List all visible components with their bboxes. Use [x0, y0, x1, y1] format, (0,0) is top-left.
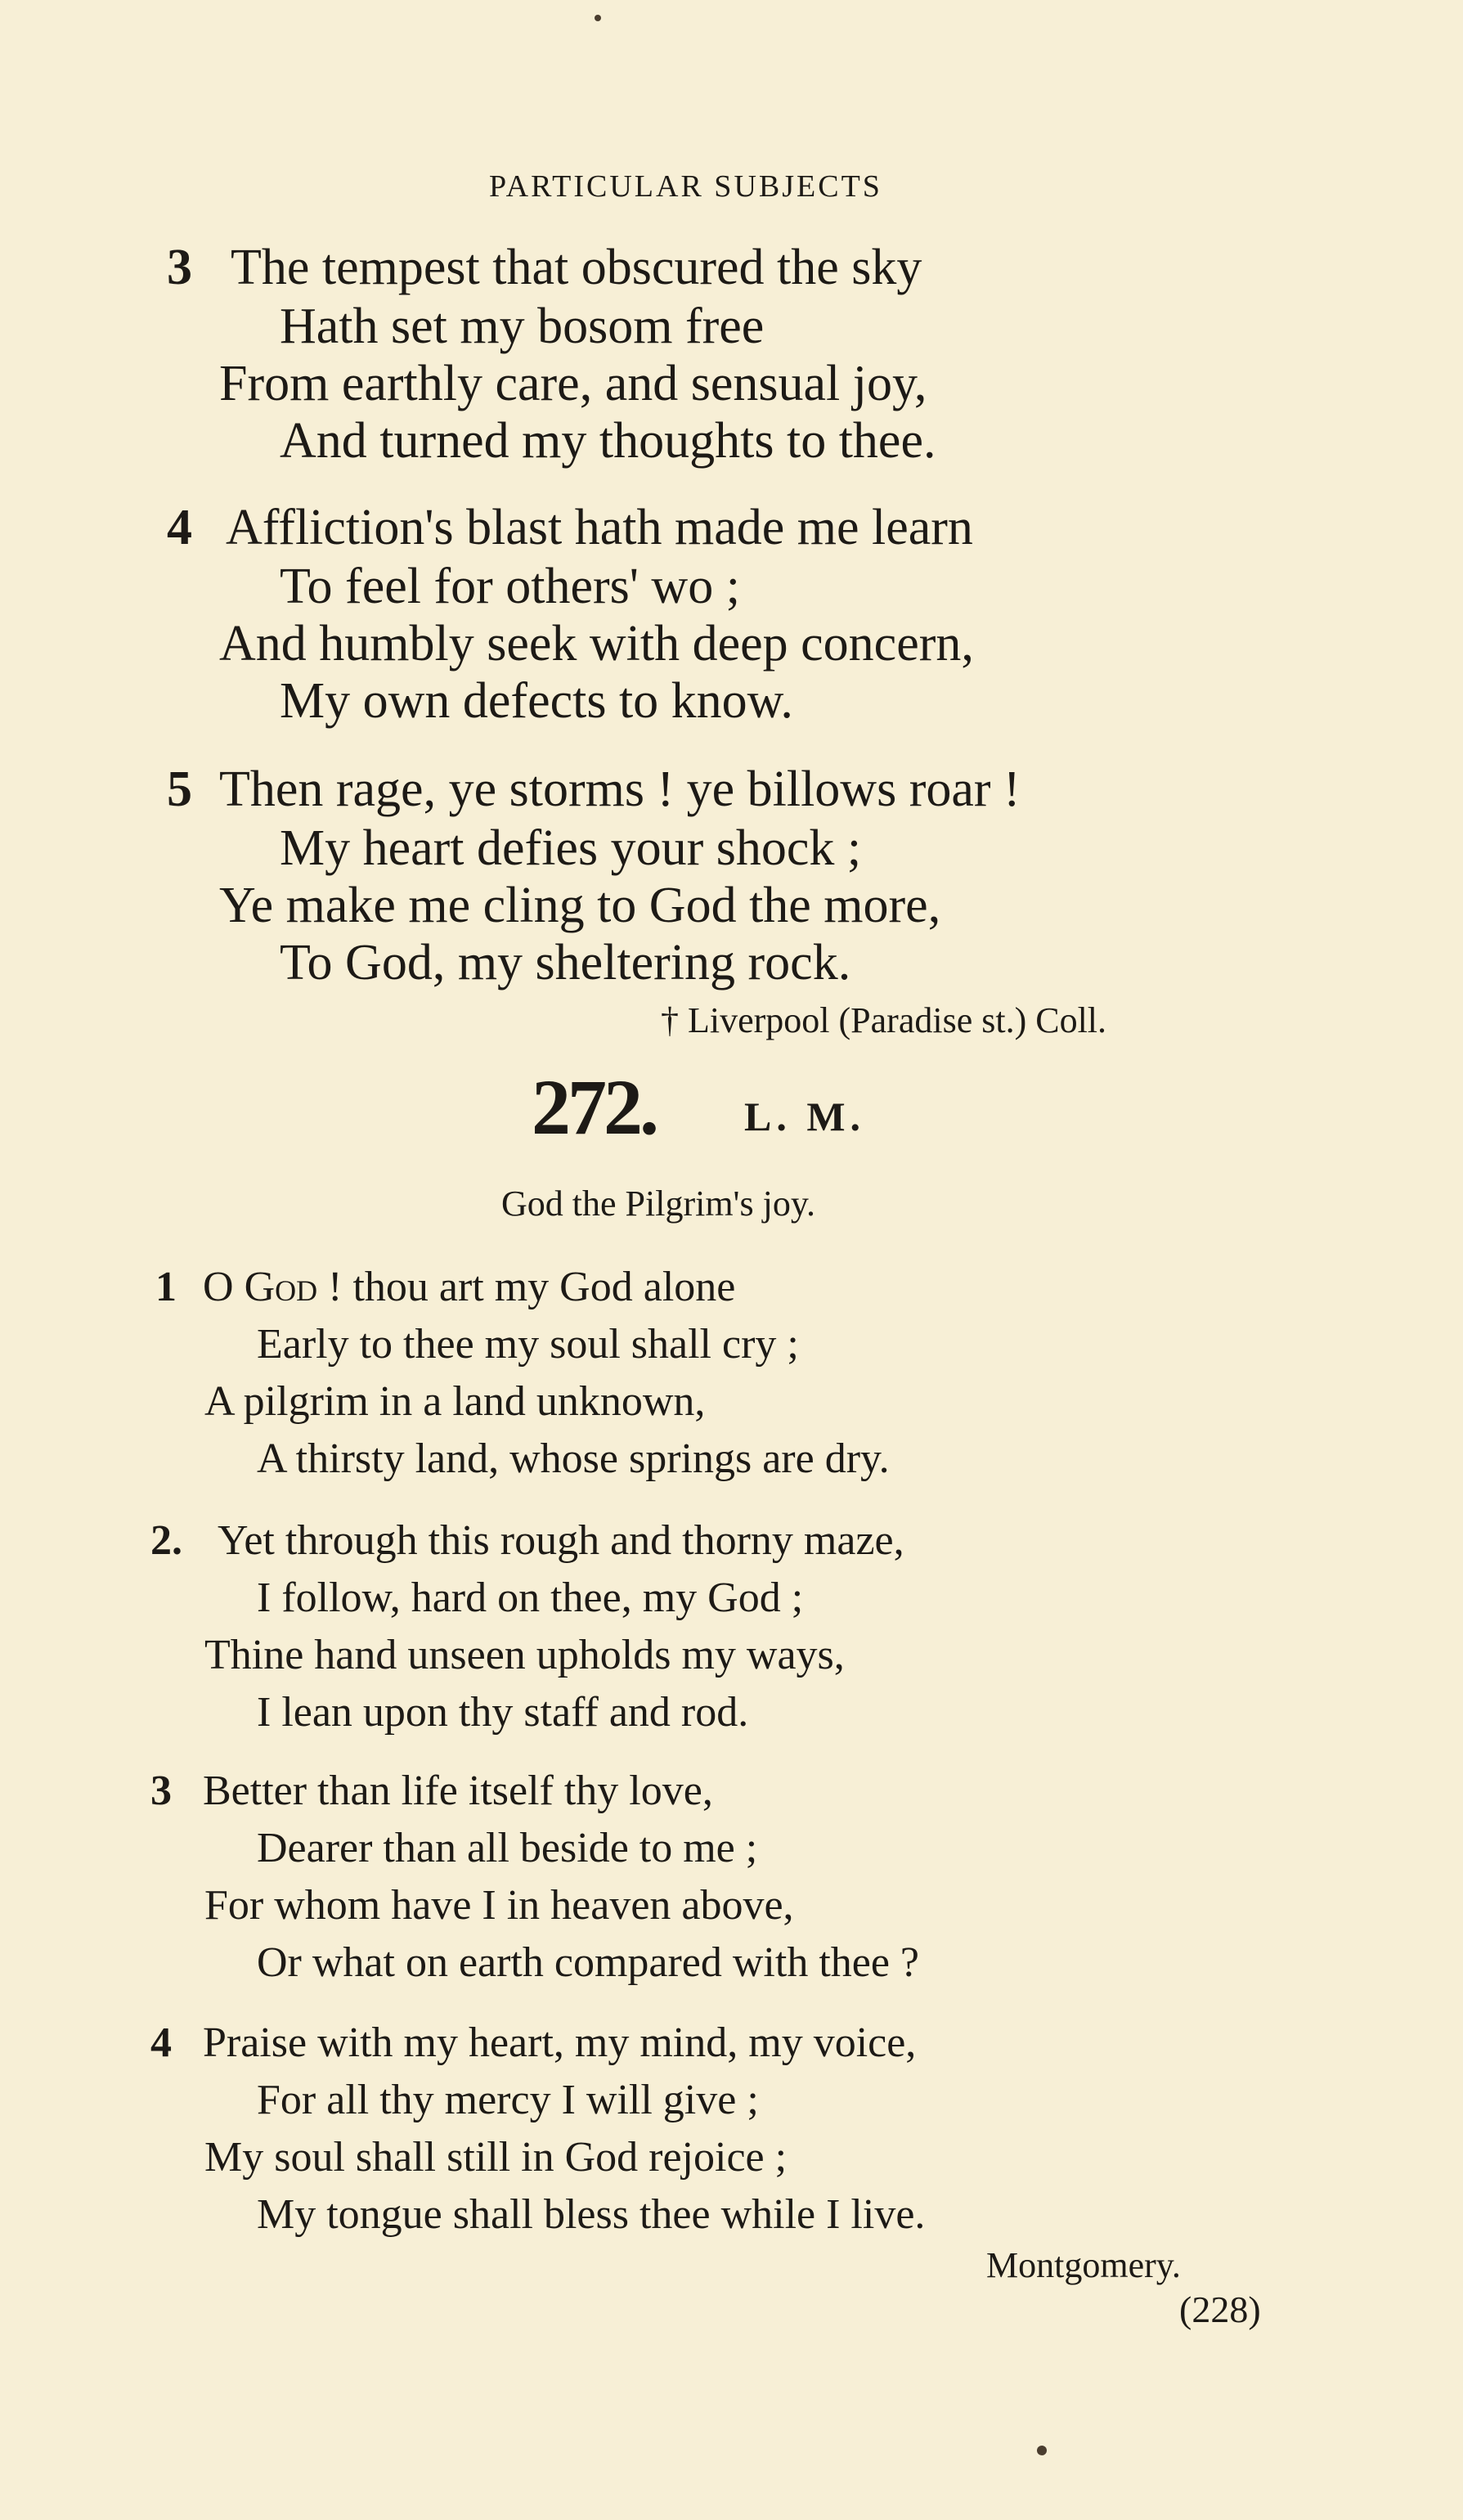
h272-stanza-4-line-4: My tongue shall bless thee while I live.	[257, 2191, 926, 2238]
h272-stanza-4-line-1: 4 Praise with my heart, my mind, my voice,	[150, 2019, 917, 2066]
stanza-4-line-4: My own defects to know.	[280, 673, 793, 729]
h272-stanza-2-line-3: Thine hand unseen upholds my ways,	[204, 1632, 845, 1678]
hymn-272-attribution: Montgomery.	[986, 2245, 1181, 2285]
stanza-3-line-1: 3 The tempest that obscured the sky	[167, 240, 922, 295]
stanza-4-line-2: To feel for others' wo ;	[280, 559, 740, 614]
stanza-3-line-3: From earthly care, and sensual joy,	[219, 356, 927, 411]
ink-speck	[595, 15, 601, 21]
page-number: (228)	[1179, 2289, 1261, 2330]
stanza-5-line-3: Ye make me cling to God the more,	[219, 878, 941, 933]
running-head: PARTICULAR SUBJECTS	[489, 169, 882, 204]
hymn-title: God the Pilgrim's joy.	[501, 1184, 815, 1224]
stanza-4-line-1: 4 Affliction's blast hath made me learn	[167, 500, 973, 555]
h272-stanza-2-line-4: I lean upon thy staff and rod.	[257, 1689, 749, 1736]
h272-stanza-4-line-2: For all thy mercy I will give ;	[257, 2077, 759, 2123]
h272-stanza-3-line-1: 3 Better than life itself thy love,	[150, 1768, 713, 1814]
stanza-5-line-1: 5 Then rage, ye storms ! ye billows roar !	[167, 761, 1021, 817]
stanza-number: 5	[167, 761, 192, 817]
h272-stanza-1-line-2: Early to thee my soul shall cry ;	[257, 1321, 799, 1368]
h272-stanza-1-line-3: A pilgrim in a land unknown,	[204, 1378, 706, 1425]
h272-stanza-2-line-1: 2. Yet through this rough and thorny maze,	[150, 1517, 904, 1564]
hymn-meter: L. M.	[744, 1094, 866, 1139]
hymn-271-attribution: † Liverpool (Paradise st.) Coll.	[661, 1000, 1107, 1040]
hymn-number: 272.	[532, 1063, 656, 1151]
h272-stanza-1-line-1: 1 O God ! thou art my God alone	[155, 1264, 736, 1310]
stanza-3-line-2: Hath set my bosom free	[280, 299, 765, 354]
stanza-number: 4	[167, 500, 192, 555]
stanza-3-line-4: And turned my thoughts to thee.	[280, 413, 936, 469]
h272-stanza-2-line-2: I follow, hard on thee, my God ;	[257, 1574, 804, 1621]
h272-stanza-3-line-2: Dearer than all beside to me ;	[257, 1825, 758, 1871]
stanza-number: 4	[150, 2019, 172, 2066]
stanza-number: 3	[150, 1768, 172, 1814]
stanza-number: 3	[167, 240, 192, 295]
stanza-4-line-3: And humbly seek with deep concern,	[219, 616, 974, 672]
stanza-5-line-2: My heart defies your shock ;	[280, 820, 862, 876]
stanza-number: 2.	[150, 1517, 182, 1564]
stanza-5-line-4: To God, my sheltering rock.	[280, 935, 851, 990]
h272-stanza-4-line-3: My soul shall still in God rejoice ;	[204, 2134, 788, 2181]
h272-stanza-3-line-3: For whom have I in heaven above,	[204, 1882, 794, 1929]
h272-stanza-1-line-4: A thirsty land, whose springs are dry.	[257, 1435, 890, 1482]
ink-speck	[1037, 2446, 1047, 2455]
stanza-number: 1	[155, 1264, 177, 1310]
h272-stanza-3-line-4: Or what on earth compared with thee ?	[257, 1939, 920, 1986]
